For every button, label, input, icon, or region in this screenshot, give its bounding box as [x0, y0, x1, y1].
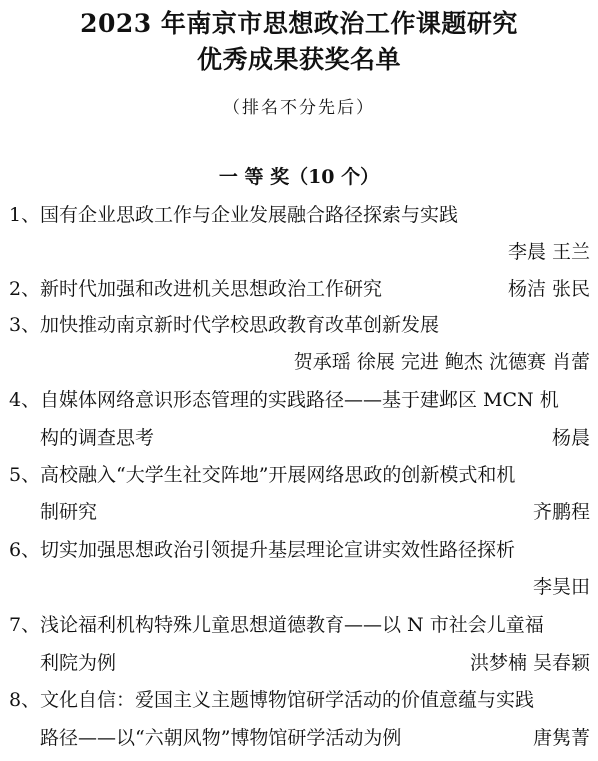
- item-authors: 洪梦楠 吴春颖: [469, 652, 590, 674]
- item-title-line: 文化自信：爱国主义主题博物馆研学活动的价值意蕴与实践: [40, 689, 535, 711]
- item-authors: 李晨 王兰: [507, 241, 590, 263]
- item-title-line: 路径——以“六朝风物”博物馆研学活动为例: [40, 727, 402, 749]
- document-title-line2: 优秀成果获奖名单: [196, 45, 401, 74]
- item-authors: 杨洁 张民: [507, 278, 590, 300]
- item-number: 2、: [9, 278, 41, 300]
- item-authors: 杨晨: [551, 427, 590, 449]
- item-title-line: 切实加强思想政治引领提升基层理论宣讲实效性路径探析: [40, 539, 516, 561]
- item-title-line: 制研究: [40, 501, 98, 523]
- item-authors: 唐隽菁: [532, 727, 590, 749]
- document-title-line1: 2023 年南京市思想政治工作课题研究: [80, 9, 518, 38]
- item-title-line: 浅论福利机构特殊儿童思想道德教育——以 N 市社会儿童福: [40, 614, 544, 636]
- item-title-line: 构的调查思考: [40, 427, 155, 449]
- item-number: 4、: [9, 389, 41, 411]
- item-authors: 李昊田: [532, 576, 590, 598]
- section-heading-first-prize: 一 等 奖（10 个）: [218, 166, 380, 188]
- item-authors: 齐鹏程: [532, 501, 590, 523]
- item-title-line: 自媒体网络意识形态管理的实践路径——基于建邺区 MCN 机: [40, 389, 559, 411]
- item-title-line: 国有企业思政工作与企业发展融合路径探索与实践: [40, 204, 459, 226]
- item-title-line: 高校融入“大学生社交阵地”开展网络思政的创新模式和机: [40, 464, 516, 486]
- item-title-line: 新时代加强和改进机关思想政治工作研究: [40, 278, 383, 300]
- item-number: 8、: [9, 689, 41, 711]
- item-title-line: 利院为例: [40, 652, 117, 674]
- item-number: 1、: [9, 204, 41, 226]
- item-number: 7、: [9, 614, 41, 636]
- item-authors: 贺承瑶 徐展 完进 鲍杰 沈德赛 肖蕾: [293, 351, 590, 373]
- item-number: 5、: [9, 464, 41, 486]
- ranking-note: （排名不分先后）: [223, 98, 375, 118]
- item-number: 6、: [9, 539, 41, 561]
- item-number: 3、: [9, 314, 41, 336]
- item-title-line: 加快推动南京新时代学校思政教育改革创新发展: [40, 314, 440, 336]
